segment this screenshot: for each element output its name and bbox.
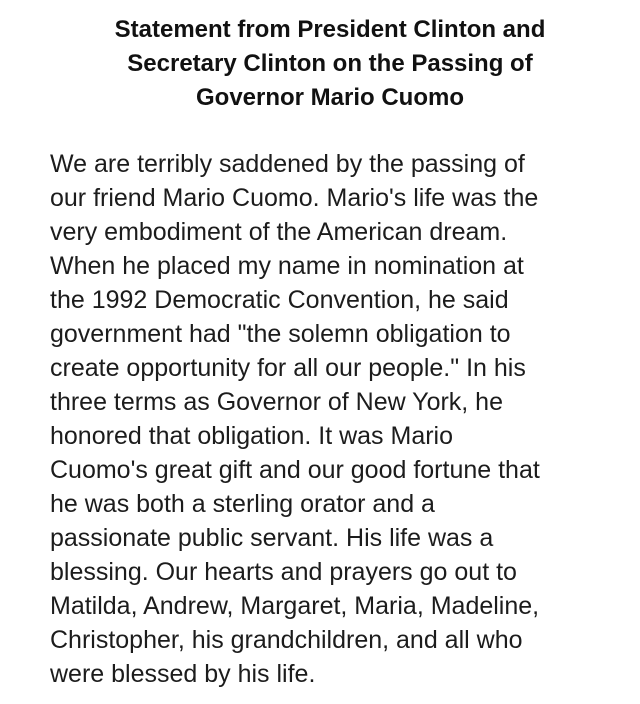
body-line: government had "the solemn obligation to: [50, 320, 511, 348]
body-line: honored that obligation. It was Mario: [50, 422, 454, 450]
body-line: were blessed by his life.: [50, 660, 316, 688]
body-line: Cuomo's great gift and our good fortune that: [50, 456, 540, 484]
body-line: passionate public servant. His life was a: [50, 524, 494, 552]
statement-body: [50, 147, 630, 691]
body-line: very embodiment of the American dream.: [50, 218, 508, 246]
title-line: Secretary Clinton on the Passing of: [127, 50, 533, 77]
statement-title: [40, 13, 620, 115]
body-line: Christopher, his grandchildren, and all who: [50, 626, 523, 654]
body-line: When he placed my name in nomination at: [50, 252, 524, 280]
body-line: three terms as Governor of New York, he: [50, 388, 503, 416]
body-line: blessing. Our hearts and prayers go out to: [50, 558, 517, 586]
body-line: the 1992 Democratic Convention, he said: [50, 286, 509, 314]
title-line: Governor Mario Cuomo: [195, 84, 465, 111]
body-line: Matilda, Andrew, Margaret, Maria, Madeline,: [50, 592, 540, 620]
body-line: create opportunity for all our people." In his: [50, 354, 526, 382]
body-line: our friend Mario Cuomo. Mario's life was the: [50, 184, 539, 212]
body-line: he was both a sterling orator and a: [50, 490, 435, 518]
body-line: We are terribly saddened by the passing of: [50, 150, 525, 178]
title-line: Statement from President Clinton and: [114, 16, 546, 43]
